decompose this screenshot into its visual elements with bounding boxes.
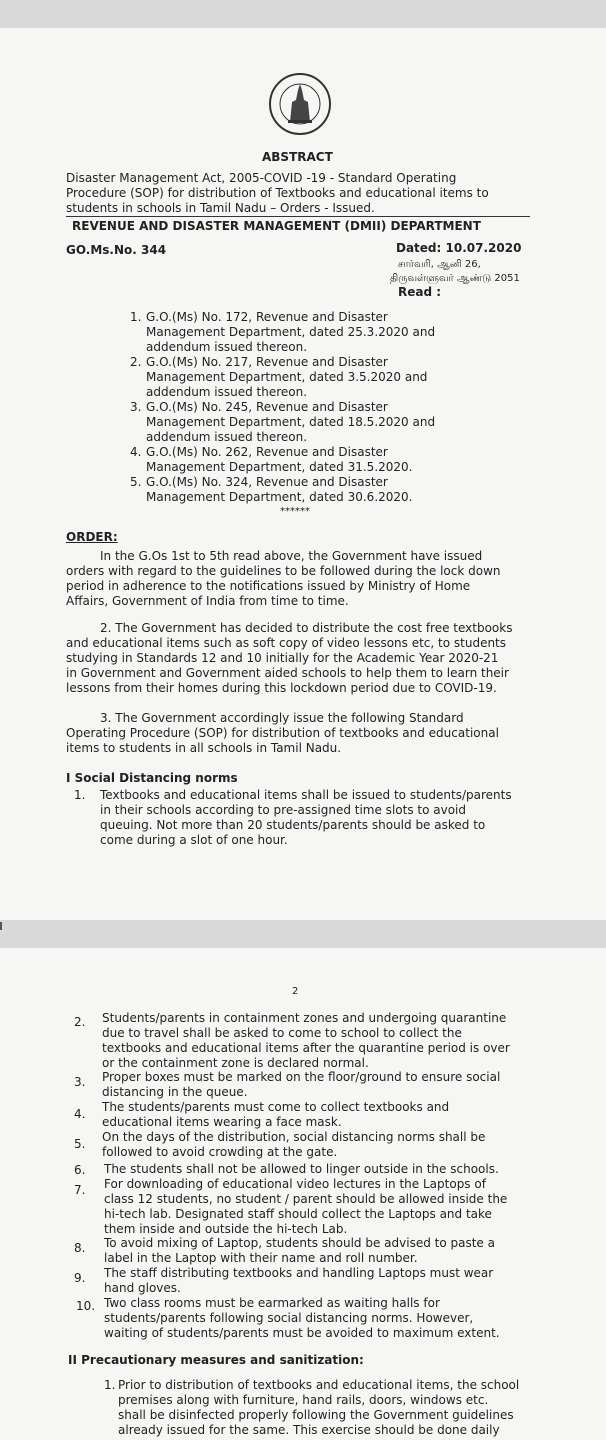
tamil-date-line-1: சார்வரி, ஆனி 26, bbox=[398, 259, 481, 270]
order-para-2-line: 2. The Government has decided to distribute the cost free textbooks bbox=[100, 621, 513, 635]
read-item-line: addendum issued thereon. bbox=[146, 385, 308, 399]
order-para-2-line: studying in Standards 12 and 10 initially for the Academic Year 2020-21 bbox=[66, 651, 499, 665]
section-1-item-line: queuing. Not more than 20 students/parents should be asked to bbox=[100, 818, 486, 832]
order-para-2-line: in Government and Government aided schools to help them to learn their bbox=[66, 666, 509, 680]
item-line: distancing in the queue. bbox=[102, 1085, 248, 1099]
section-1-item-line: Textbooks and educational items shall be issued to students/parents bbox=[100, 788, 512, 802]
go-number: GO.Ms.No. 344 bbox=[66, 243, 167, 257]
item-number: 2. bbox=[74, 1015, 86, 1029]
section-1-item-line: come during a slot of one hour. bbox=[100, 833, 288, 847]
item-line: them inside and outside the hi-tech Lab. bbox=[104, 1222, 348, 1236]
item-number: 7. bbox=[74, 1183, 86, 1197]
tamil-date-line-2: திருவள்ளுவர் ஆண்டு 2051 bbox=[390, 273, 520, 284]
subject-line-2: Procedure (SOP) for distribution of Textbooks and educational items to bbox=[66, 186, 489, 200]
item-number: 8. bbox=[74, 1241, 86, 1255]
order-heading: ORDER: bbox=[66, 530, 118, 544]
item-number: 5. bbox=[74, 1137, 86, 1151]
order-para-3-line: items to students in all schools in Tamil Nadu. bbox=[66, 741, 342, 755]
item-line: To avoid mixing of Laptop, students should be advised to paste a bbox=[104, 1236, 495, 1250]
item-line: followed to avoid crowding at the gate. bbox=[102, 1145, 338, 1159]
subject-underline bbox=[66, 216, 530, 217]
subject-line-3: students in schools in Tamil Nadu – Orders - Issued. bbox=[66, 201, 375, 215]
read-item-line: Management Department, dated 30.6.2020. bbox=[146, 490, 413, 504]
item-line: due to travel shall be asked to come to school to collect the bbox=[102, 1026, 462, 1040]
section-1-item-line: in their schools according to pre-assigned time slots to avoid bbox=[100, 803, 466, 817]
order-para-2-line: lessons from their homes during this lockdown period due to COVID-19. bbox=[66, 681, 497, 695]
page-gap-mark bbox=[0, 922, 2, 930]
read-item-line: G.O.(Ms) No. 217, Revenue and Disaster bbox=[146, 355, 388, 369]
item-line: The staff distributing textbooks and handling Laptops must wear bbox=[104, 1266, 494, 1280]
department-heading: REVENUE AND DISASTER MANAGEMENT (DMII) DEPARTMENT bbox=[72, 219, 481, 233]
item-number: 4. bbox=[74, 1107, 86, 1121]
read-item-line: Management Department, dated 3.5.2020 and bbox=[146, 370, 428, 384]
item-line: Proper boxes must be marked on the floor/ground to ensure social bbox=[102, 1070, 501, 1084]
order-para-1-line: orders with regard to the guidelines to be followed during the lock down bbox=[66, 564, 501, 578]
dated: Dated: 10.07.2020 bbox=[396, 241, 522, 255]
item-line: students/parents following social distancing norms. However, bbox=[104, 1311, 474, 1325]
abstract-title: ABSTRACT bbox=[262, 150, 333, 164]
item-line: The students/parents must come to collect textbooks and bbox=[102, 1100, 450, 1114]
read-item-number: 4. bbox=[130, 445, 142, 459]
section-1-item-number: 1. bbox=[74, 788, 86, 802]
item-line: hi-tech lab. Designated staff should collect the Laptops and take bbox=[104, 1207, 492, 1221]
item-number: 3. bbox=[74, 1075, 86, 1089]
item-number: 9. bbox=[74, 1271, 86, 1285]
read-label: Read : bbox=[398, 285, 442, 299]
item-line: On the days of the distribution, social distancing norms shall be bbox=[102, 1130, 486, 1144]
item-line: waiting of students/parents must be avoided to maximum extent. bbox=[104, 1326, 500, 1340]
order-para-1-line: In the G.Os 1st to 5th read above, the Government have issued bbox=[100, 549, 483, 563]
item-number: 10. bbox=[76, 1299, 96, 1313]
document-page-1 bbox=[0, 28, 606, 920]
item-line: hand gloves. bbox=[104, 1281, 181, 1295]
separator-stars: ****** bbox=[280, 506, 310, 517]
order-para-1-line: Affairs, Government of India from time to time. bbox=[66, 594, 349, 608]
item-line: Students/parents in containment zones and undergoing quarantine bbox=[102, 1011, 507, 1025]
subject-line-1: Disaster Management Act, 2005-COVID -19 - Standard Operating bbox=[66, 171, 457, 185]
section-2-item-line: Prior to distribution of textbooks and educational items, the school bbox=[118, 1378, 520, 1392]
read-item-line: addendum issued thereon. bbox=[146, 340, 308, 354]
item-line: educational items wearing a face mask. bbox=[102, 1115, 342, 1129]
section-1-heading: I Social Distancing norms bbox=[66, 771, 238, 785]
section-2-item-number: 1. bbox=[104, 1378, 116, 1392]
read-item-line: Management Department, dated 25.3.2020 and bbox=[146, 325, 436, 339]
item-line: For downloading of educational video lectures in the Laptops of bbox=[104, 1177, 486, 1191]
order-para-1-line: period in adherence to the notifications issued by Ministry of Home bbox=[66, 579, 471, 593]
section-2-item-line: already issued for the same. This exercise should be done daily bbox=[118, 1423, 500, 1437]
read-item-line: addendum issued thereon. bbox=[146, 430, 308, 444]
section-2-item-line: premises along with furniture, hand rails, doors, windows etc. bbox=[118, 1393, 489, 1407]
item-number: 6. bbox=[74, 1163, 86, 1177]
order-para-3-line: Operating Procedure (SOP) for distribution of textbooks and educational bbox=[66, 726, 499, 740]
section-2-heading: II Precautionary measures and sanitization: bbox=[68, 1353, 364, 1367]
read-item-line: G.O.(Ms) No. 324, Revenue and Disaster bbox=[146, 475, 388, 489]
document-page-2 bbox=[0, 948, 606, 1440]
item-line: class 12 students, no student / parent should be allowed inside the bbox=[104, 1192, 508, 1206]
order-para-2-line: and educational items such as soft copy of video lessons etc, to students bbox=[66, 636, 507, 650]
section-2-item-line: shall be disinfected properly following the Government guidelines bbox=[118, 1408, 514, 1422]
page-number: 2 bbox=[292, 986, 299, 997]
item-line: textbooks and educational items after the quarantine period is over bbox=[102, 1041, 510, 1055]
item-line: label in the Laptop with their name and roll number. bbox=[104, 1251, 418, 1265]
read-item-number: 5. bbox=[130, 475, 142, 489]
read-item-line: Management Department, dated 18.5.2020 and bbox=[146, 415, 436, 429]
read-item-number: 1. bbox=[130, 310, 142, 324]
item-line: The students shall not be allowed to linger outside in the schools. bbox=[104, 1162, 499, 1176]
item-line: Two class rooms must be earmarked as waiting halls for bbox=[104, 1296, 440, 1310]
read-item-line: Management Department, dated 31.5.2020. bbox=[146, 460, 413, 474]
read-item-line: G.O.(Ms) No. 245, Revenue and Disaster bbox=[146, 400, 388, 414]
tamil-nadu-government-seal bbox=[268, 72, 332, 136]
read-item-line: G.O.(Ms) No. 262, Revenue and Disaster bbox=[146, 445, 388, 459]
order-para-3-line: 3. The Government accordingly issue the following Standard bbox=[100, 711, 464, 725]
read-item-line: G.O.(Ms) No. 172, Revenue and Disaster bbox=[146, 310, 388, 324]
read-item-number: 2. bbox=[130, 355, 142, 369]
read-item-number: 3. bbox=[130, 400, 142, 414]
item-line: or the containment zone is declared normal. bbox=[102, 1056, 369, 1070]
